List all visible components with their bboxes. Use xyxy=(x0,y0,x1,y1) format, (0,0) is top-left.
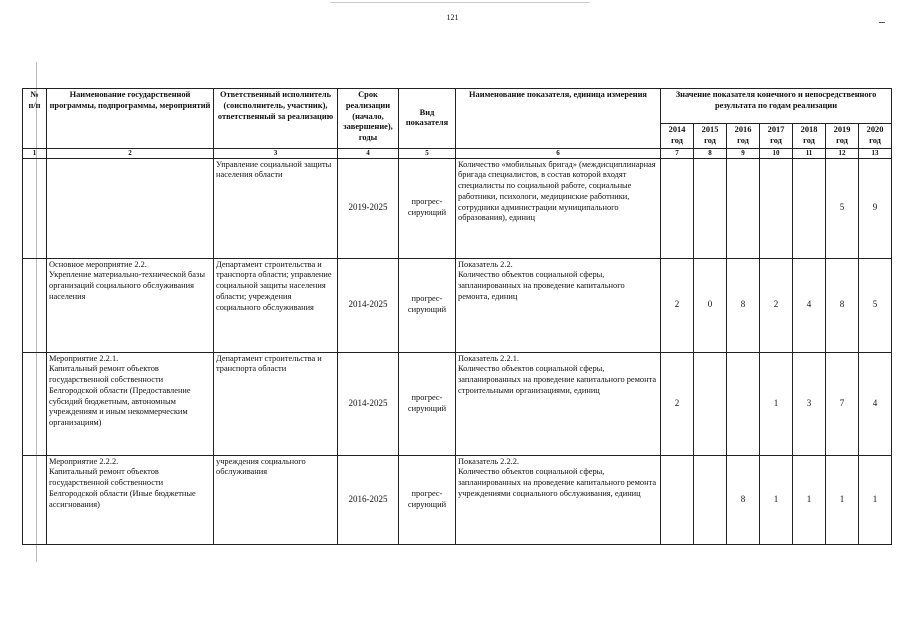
header-year: 2019 год xyxy=(826,124,859,149)
cell-num xyxy=(23,258,47,352)
cell-num xyxy=(23,455,47,544)
cell-responsible: Департамент строительства и транспорта области; управление социальной защиты населения области; учреждения социального обслуживания xyxy=(214,258,338,352)
cell-value: 1 xyxy=(859,455,892,544)
cell-value xyxy=(661,455,694,544)
cell-value: 3 xyxy=(793,352,826,455)
header-year: 2016 год xyxy=(727,124,760,149)
cell-kind: прогрес- сирующий xyxy=(399,352,456,455)
header-kind: Вид показателя xyxy=(399,89,456,149)
cell-responsible: учреждения социального обслуживания xyxy=(214,455,338,544)
cell-kind: прогрес- сирующий xyxy=(399,455,456,544)
cell-value xyxy=(727,352,760,455)
cell-value: 7 xyxy=(826,352,859,455)
cell-period: 2019-2025 xyxy=(338,158,399,258)
table-row xyxy=(23,158,892,258)
cell-value: 8 xyxy=(727,455,760,544)
cell-value: 1 xyxy=(760,455,793,544)
cell-value: 2 xyxy=(760,258,793,352)
cell-period: 2016-2025 xyxy=(338,455,399,544)
cell-value: 0 xyxy=(694,258,727,352)
column-number: 3 xyxy=(214,148,338,158)
cell-program: Мероприятие 2.2.2. Капитальный ремонт объектов государственной собственности Белгородской области (Иные бюджетные ассигнования) xyxy=(47,455,214,544)
cell-kind: прогрес- сирующий xyxy=(399,258,456,352)
header-year: 2018 год xyxy=(793,124,826,149)
header-year: 2015 год xyxy=(694,124,727,149)
column-number: 11 xyxy=(793,148,826,158)
cell-value: 5 xyxy=(826,158,859,258)
indicators-table xyxy=(22,88,892,545)
cell-value xyxy=(694,455,727,544)
cell-value xyxy=(793,158,826,258)
table-row xyxy=(23,455,892,544)
cell-period: 2014-2025 xyxy=(338,258,399,352)
column-number: 8 xyxy=(694,148,727,158)
column-number: 4 xyxy=(338,148,399,158)
cell-responsible: Департамент строительства и транспорта области xyxy=(214,352,338,455)
cell-indicator: Показатель 2.2. Количество объектов социальной сферы, запланированных на проведение капитального ремонта, единиц xyxy=(456,258,661,352)
cell-value: 4 xyxy=(859,352,892,455)
cell-program: Мероприятие 2.2.1. Капитальный ремонт объектов государственной собственности Белгородской области (Предоставление субсидий бюджетным, автономным учреждениям и иным некоммерческим организациям) xyxy=(47,352,214,455)
column-number: 9 xyxy=(727,148,760,158)
column-number: 10 xyxy=(760,148,793,158)
header-period: Срок реализации (начало, завершение), годы xyxy=(338,89,399,149)
cell-indicator: Показатель 2.2.1. Количество объектов социальной сферы, запланированных на проведение капитального ремонта строительными организациями, единиц xyxy=(456,352,661,455)
column-number: 12 xyxy=(826,148,859,158)
header-year: 2020 год xyxy=(859,124,892,149)
cell-value: 8 xyxy=(727,258,760,352)
cell-program xyxy=(47,158,214,258)
column-number: 5 xyxy=(399,148,456,158)
column-number: 6 xyxy=(456,148,661,158)
scan-right-tick xyxy=(879,22,885,23)
table-row xyxy=(23,258,892,352)
cell-value: 1 xyxy=(793,455,826,544)
cell-value: 5 xyxy=(859,258,892,352)
header-program: Наименование государственной программы, подпрограммы, мероприятий xyxy=(47,89,214,149)
table-row xyxy=(23,352,892,455)
cell-num xyxy=(23,158,47,258)
cell-value: 4 xyxy=(793,258,826,352)
cell-value: 8 xyxy=(826,258,859,352)
cell-value xyxy=(760,158,793,258)
cell-value: 2 xyxy=(661,352,694,455)
header-responsible: Ответственный исполнитель (соисполнитель, участник), ответственный за реализацию xyxy=(214,89,338,149)
cell-responsible: Управление социальной защиты населения области xyxy=(214,158,338,258)
column-numbers-row xyxy=(23,148,892,158)
cell-value xyxy=(661,158,694,258)
header-values-group: Значение показателя конечного и непосредственного результата по годам реализации xyxy=(661,89,892,124)
cell-value: 1 xyxy=(760,352,793,455)
cell-value: 9 xyxy=(859,158,892,258)
page-number: 121 xyxy=(446,13,459,22)
header-year: 2014 год xyxy=(661,124,694,149)
table-body xyxy=(23,158,892,544)
column-number: 13 xyxy=(859,148,892,158)
scan-top-line xyxy=(330,2,590,3)
cell-value xyxy=(694,352,727,455)
header-num: № п/п xyxy=(23,89,47,149)
cell-num xyxy=(23,352,47,455)
cell-value: 1 xyxy=(826,455,859,544)
cell-value: 2 xyxy=(661,258,694,352)
cell-indicator: Количество «мобильных бригад» (междисциплинарная бригада специалистов, в состав которой входят специалисты по социальной работе, социальные работники, психологи, медицинские работники, сотрудники администрации муниципального образования), единиц xyxy=(456,158,661,258)
cell-period: 2014-2025 xyxy=(338,352,399,455)
header-indicator: Наименование показателя, единица измерения xyxy=(456,89,661,149)
cell-program: Основное мероприятие 2.2. Укрепление материально-технической базы организаций социального обслуживания населения xyxy=(47,258,214,352)
header-year: 2017 год xyxy=(760,124,793,149)
cell-indicator: Показатель 2.2.2. Количество объектов социальной сферы, запланированных на проведение капитального ремонта учреждениями социального обслуживания, единиц xyxy=(456,455,661,544)
cell-value xyxy=(727,158,760,258)
column-number: 1 xyxy=(23,148,47,158)
column-number: 7 xyxy=(661,148,694,158)
column-number: 2 xyxy=(47,148,214,158)
cell-value xyxy=(694,158,727,258)
cell-kind: прогрес- сирующий xyxy=(399,158,456,258)
